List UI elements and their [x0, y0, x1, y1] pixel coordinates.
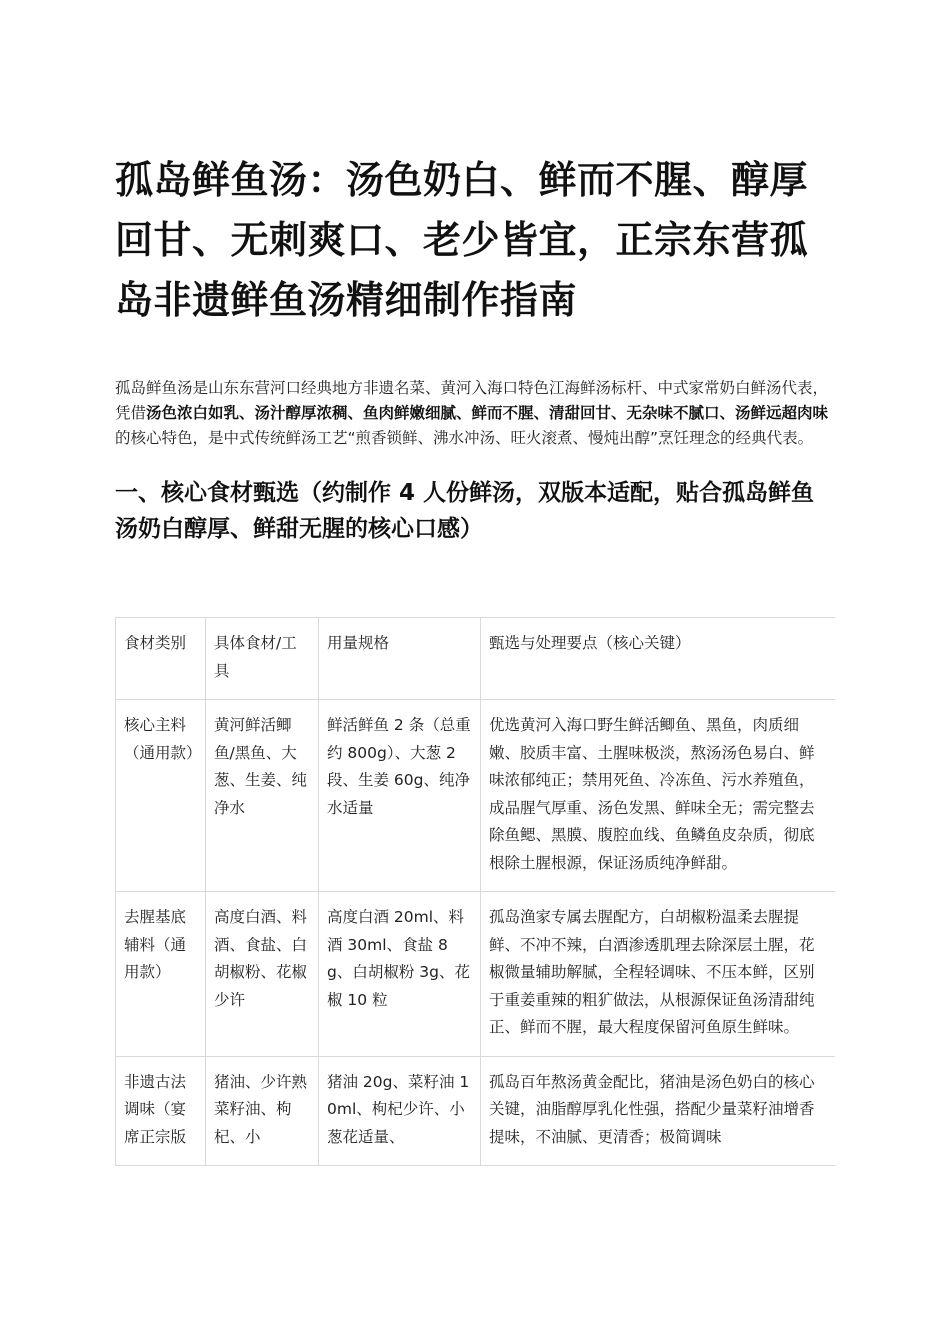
ingredients-table-container: [115, 617, 835, 1210]
document-body: [115, 150, 835, 547]
intro-text: 孤岛鲜鱼汤是山东东营河口经典地方非遗名菜、黄河入海口特色江海鲜汤标杆、中式家常奶白鲜汤代表，凭借: [115, 379, 829, 422]
cell-items: 黄河鲜活鲫鱼/黑鱼、大葱、生姜、纯净水: [206, 700, 319, 892]
table-header-row: [116, 618, 836, 700]
cell-amount: 鲜活鲜鱼 2 条（总重约 800g）、大葱 2 段、生姜 60g、纯净水适量: [319, 700, 481, 892]
cell-items: 猪油、少许熟菜籽油、枸杞、小: [206, 1056, 319, 1166]
cell-category: 去腥基底辅料（通用款）: [116, 892, 206, 1057]
header-notes: 甄选与处理要点（核心关键）: [481, 618, 836, 700]
header-category: 食材类别: [116, 618, 206, 700]
ingredients-table: [115, 617, 835, 1166]
table-row: [116, 892, 836, 1057]
intro-bold-text: 汤色浓白如乳、汤汁醇厚浓稠、鱼肉鲜嫩细腻、鲜而不腥、清甜回甘、无杂味不腻口、汤鲜远超肉味: [146, 404, 829, 422]
cell-amount: 猪油 20g、菜籽油 10ml、枸杞少许、小葱花适量、: [319, 1056, 481, 1166]
table-row: [116, 700, 836, 892]
page-title: 孤岛鲜鱼汤：汤色奶白、鲜而不腥、醇厚回甘、无刺爽口、老少皆宜，正宗东营孤岛非遗鲜鱼汤精细制作指南: [115, 158, 809, 322]
cell-items: 高度白酒、料酒、食盐、白胡椒粉、花椒少许: [206, 892, 319, 1057]
cell-category: 核心主料（通用款）: [116, 700, 206, 892]
cell-notes: 孤岛渔家专属去腥配方，白胡椒粉温柔去腥提鲜、不冲不辣，白酒渗透肌理去除深层土腥，花椒微量辅助解腻，全程轻调味、不压本鲜，区别于重姜重辣的粗犷做法，从根源保证鱼汤清甜纯正、鲜而不腥，最大程度保留河鱼原生鲜味。: [481, 892, 836, 1057]
cell-category: 非遗古法调味（宴席正宗版: [116, 1056, 206, 1166]
table-row: [116, 1056, 836, 1166]
cell-notes: 孤岛百年熬汤黄金配比，猪油是汤色奶白的核心关键，油脂醇厚乳化性强，搭配少量菜籽油增香提味，不油腻、更清香；极简调味: [481, 1056, 836, 1166]
intro-paragraph: [115, 376, 835, 451]
header-amount: 用量规格: [319, 618, 481, 700]
intro-text-end: 的核心特色，是中式传统鲜汤工艺“煎香锁鲜、沸水冲汤、旺火滚煮、慢炖出醇”烹饪理念的经典代表。: [115, 429, 814, 447]
header-items: 具体食材/工具: [206, 618, 319, 700]
section-heading: 一、核心食材甄选（约制作 4 人份鲜汤，双版本适配，贴合孤岛鲜鱼汤奶白醇厚、鲜甜无腥的核心口感）: [115, 480, 815, 542]
cell-amount: 高度白酒 20ml、料酒 30ml、食盐 8g、白胡椒粉 3g、花椒 10 粒: [319, 892, 481, 1057]
cell-notes: 优选黄河入海口野生鲜活鲫鱼、黑鱼，肉质细嫩、胶质丰富、土腥味极淡，熬汤汤色易白、鲜味浓郁纯正；禁用死鱼、冷冻鱼、污水养殖鱼，成品腥气厚重、汤色发黑、鲜味全无；需完整去除鱼鳃、黑膜、腹腔血线、鱼鳞鱼皮杂质，彻底根除土腥根源，保证汤质纯净鲜甜。: [481, 700, 836, 892]
